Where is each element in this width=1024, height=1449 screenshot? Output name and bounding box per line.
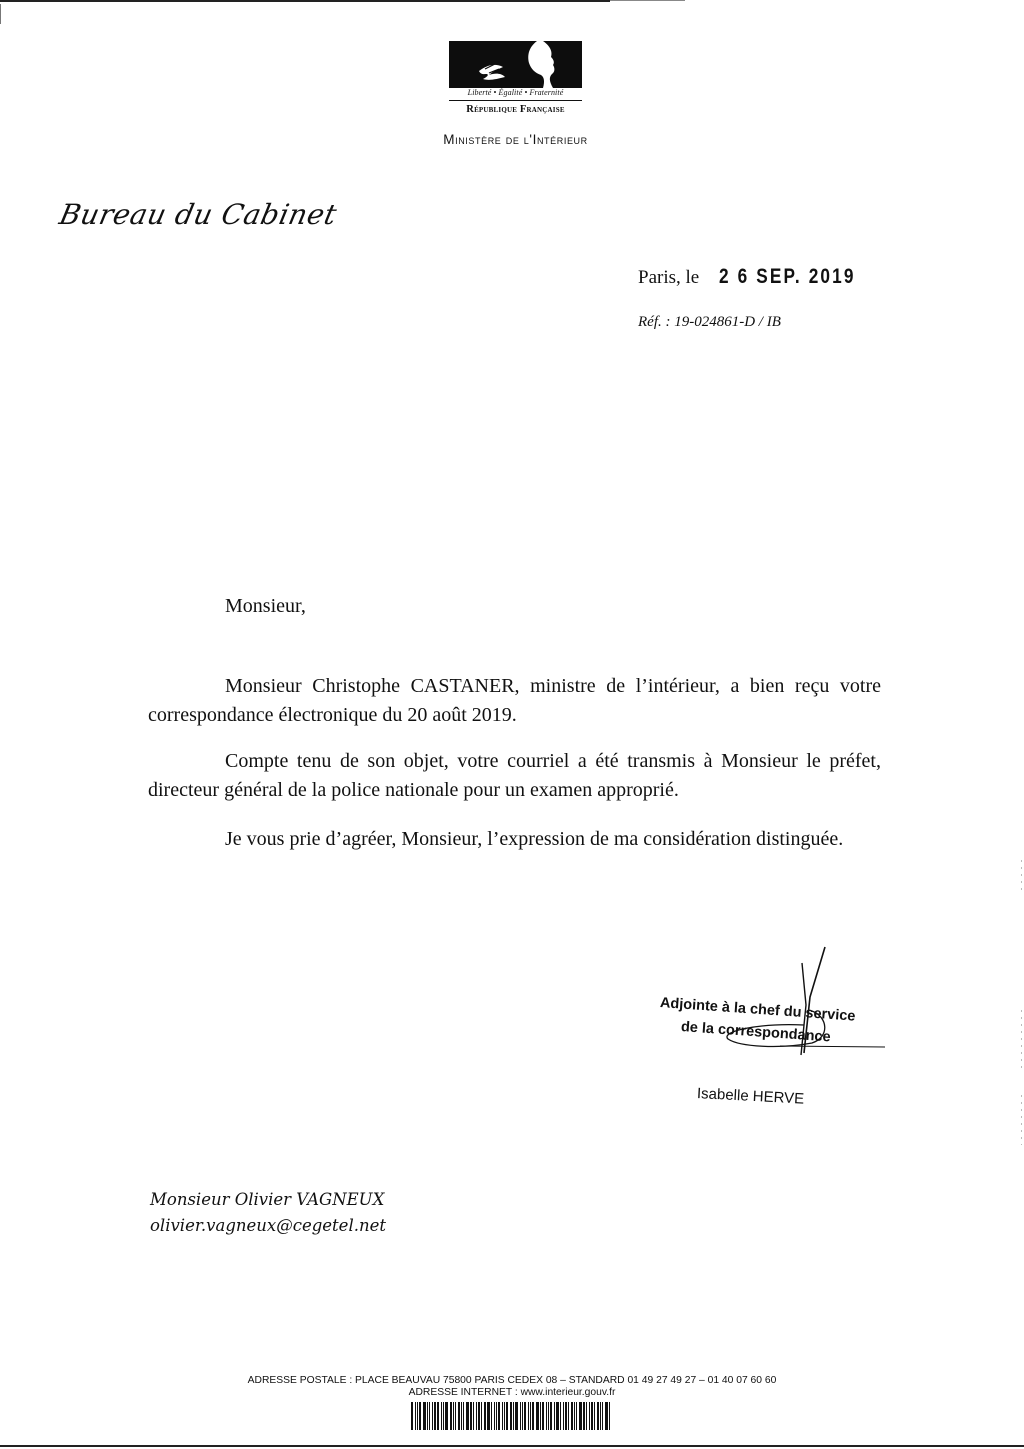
footer-postal-address: ADRESSE POSTALE : PLACE BEAUVAU 75800 PARIS CEDEX 08 – STANDARD 01 49 27 49 27 – 01 40 07 60 60 (247, 1375, 777, 1386)
footer-web-address: ADRESSE INTERNET : www.interieur.gouv.fr (408, 1387, 616, 1398)
ministry-name: Ministère de l'Intérieur (443, 132, 588, 147)
republic-name: République Française (466, 104, 565, 115)
scan-edge-top (0, 0, 610, 2)
signatory-title-line-2: de la correspondance (680, 1019, 832, 1046)
recipient-name: Monsieur Olivier VAGNEUX (150, 1190, 385, 1209)
body-paragraph: Compte tenu de son objet, votre courriel a été transmis à Monsieur le préfet, directeur général de la police nationale pour un examen approprié. (148, 750, 881, 801)
date-stamp: 2 6 SEP. 2019 (719, 265, 856, 288)
recipient-email: olivier.vagneux@cegetel.net (150, 1216, 386, 1235)
scan-edge-right (1021, 1095, 1022, 1145)
dateline-place: Paris, le (638, 267, 700, 288)
scan-edge-top-faint (610, 0, 685, 1)
scan-edge-right (1021, 1010, 1022, 1070)
body-paragraph: Je vous prie d’agréer, Monsieur, l’expression de ma considération distinguée. (225, 828, 844, 850)
scan-edge-left (0, 4, 1, 24)
signatory-name: Isabelle HERVE (696, 1085, 805, 1108)
handwritten-signature-icon (700, 945, 900, 1065)
republic-motto: Liberté • Égalité • Fraternité (467, 88, 564, 97)
marianne-logo-icon (449, 41, 582, 88)
scan-edge-right (1021, 860, 1022, 890)
scan-edge-bottom (0, 1445, 1024, 1447)
reference-number: Réf. : 19-024861-D / IB (638, 314, 781, 330)
signatory-title-line-1: Adjointe à la chef du service (659, 995, 856, 1025)
motto-divider (449, 100, 582, 101)
salutation: Monsieur, (225, 595, 306, 617)
barcode-icon (411, 1402, 611, 1430)
body-paragraph: Monsieur Christophe CASTANER, ministre de l’intérieur, a bien reçu votre correspondance électronique du 20 août 2019. (148, 675, 881, 726)
dateline (638, 265, 886, 289)
office-name: Bureau du Cabinet (56, 198, 340, 231)
